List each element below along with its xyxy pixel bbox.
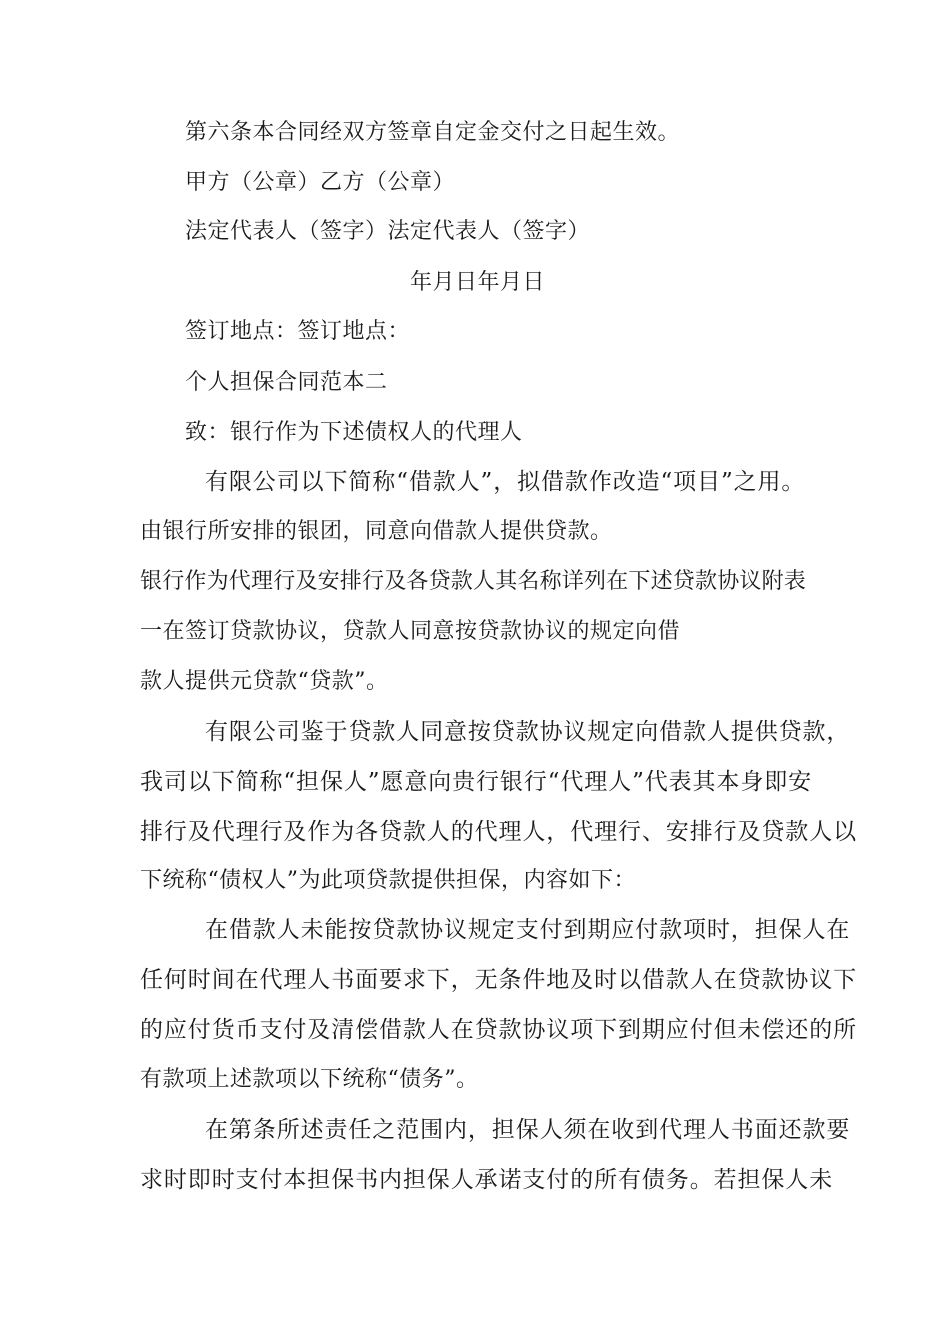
- date-line: 年月日年月日: [410, 270, 546, 295]
- paragraph-line: 的应付货币支付及清偿借款人在贷款协议项下到期应付但未偿还的所: [140, 1017, 857, 1043]
- paragraph-line: 求时即时支付本担保书内担保人承诺支付的所有债务。若担保人未: [140, 1167, 834, 1193]
- paragraph-line: 在第条所述责任之范围内，担保人须在收到代理人书面还款要: [205, 1117, 851, 1143]
- paragraph-line: 有限公司以下简称“借款人”，拟借款作改造“项目”之用。: [205, 469, 806, 495]
- paragraph-line: 在借款人未能按贷款协议规定支付到期应付款项时，担保人在: [205, 917, 851, 943]
- paragraph-line: 银行作为代理行及安排行及各贷款人其名称详列在下述贷款协议附表: [140, 569, 807, 594]
- paragraph-line: 有款项上述款项以下统称“债务”。: [140, 1067, 479, 1092]
- paragraph-line: 一在签订贷款协议，贷款人同意按贷款协议的规定向借: [140, 619, 681, 644]
- addressee-line: 致：银行作为下述债权人的代理人: [185, 420, 523, 445]
- paragraph-line: 由银行所安排的银团，同意向借款人提供贷款。: [140, 519, 613, 544]
- legal-rep-signature-line: 法定代表人（签字）法定代表人（签字）: [185, 219, 591, 244]
- party-seal-line: 甲方（公章）乙方（公章）: [185, 170, 456, 195]
- article-six-line: 第六条本合同经双方签章自定金交付之日起生效。: [185, 120, 681, 145]
- paragraph-line: 任何时间在代理人书面要求下，无条件地及时以借款人在贷款协议下: [140, 967, 857, 993]
- paragraph-line: 款人提供元贷款“贷款”。: [140, 669, 389, 694]
- paragraph-line: 有限公司鉴于贷款人同意按贷款协议规定向借款人提供贷款，: [205, 719, 851, 745]
- paragraph-line: 我司以下简称“担保人”愿意向贵行银行“代理人”代表其本身即安: [140, 769, 813, 795]
- signing-place-line: 签订地点：签订地点：: [185, 319, 411, 344]
- paragraph-line: 下统称“债权人”为此项贷款提供担保，内容如下：: [140, 868, 636, 893]
- paragraph-line: 排行及代理行及作为各贷款人的代理人，代理行、安排行及贷款人以: [140, 819, 857, 845]
- section-title: 个人担保合同范本二: [185, 370, 388, 395]
